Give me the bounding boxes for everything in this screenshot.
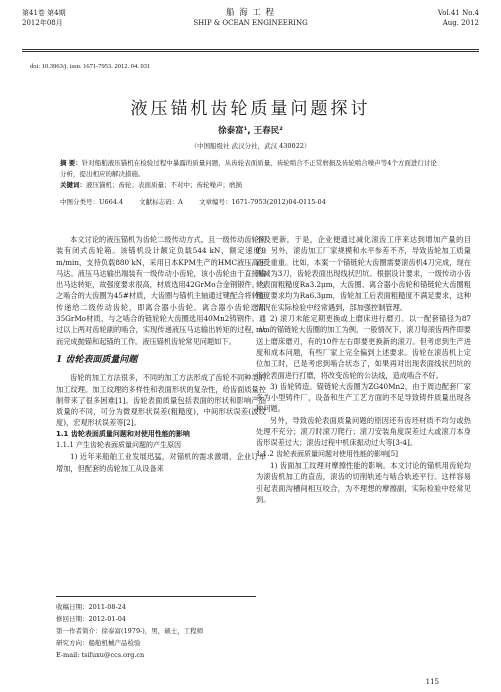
volume-issue-en: [438, 8, 479, 28]
keywords: 液压锚机；齿轮；表面质量；不对中；齿轮噪声；磨损: [86, 181, 242, 189]
intro-paragraph: 本文讨论的液压锚机为齿轮二级传动方式，且一级传动齿轮副装有闭式齿轮箱。该锚机设计额定负载544 kN，额定速度9 m/min，支持负载880 kN，采用日本KPM生产的HMC液压高压马达。液压马达输出端装有一级传动小齿轮，该小齿轮由于直接输出马达转矩，故强度要求很高，材质选用42GrMo合金钢锻件。与之啮合的大齿圈为45#材质，大齿圈与锚机主轴通过键配合将转矩传递给二级传动齿轮，即离合器小齿轮。离合器小齿轮选用35GrMo材质，与之啮合的链轮轮大齿圈选用40Mn2铸钢件。通过以上两对齿轮副的啮合，实现传递液压马达输出转矩的过程，从而完成抛锚和起锚的工作。液压锚机齿轮常见问题如下。: [56, 235, 266, 346]
page-number: 115: [425, 678, 439, 686]
authors: 徐泰富¹, 王春民²: [218, 126, 283, 136]
paragraph-3: 3) 齿轮铸造。锚链轮大齿圈为ZG40Mn2，由于周边配套厂家多为小型铸件厂，设备和生产工艺方面的不足导致铸件质量出现各种问题。: [256, 381, 471, 414]
doi: doi: 10.3963/j. issn. 1671-7953. 2012. 04. 031: [30, 63, 151, 70]
subsubsection-heading-2: 1.1.2 齿轮表面质量问题对使用性能的影响[5]: [256, 449, 398, 458]
paragraph-2: 2) 滚刀未能定期更换或上磨床进行磨刃。以一配套锚径为87 mm的锚链轮大齿圈的加工为例，一般情况下，滚刀每滚齿两件即要送上磨床磨刃，有的10件左右即要更换新的滚刀。但考虑到生产进度和成本问题，有些厂家上完全偏到上述要求。齿轮在滚齿机上定位加工时，已是考虑到啮合状态了，如果再对出现表面线状凹坑的齿轮表面进行打磨，将改变齿轮的公法线，造成啮合不好。: [256, 314, 471, 380]
header-rule: [22, 49, 479, 50]
publication-date-en: Aug. 2012: [442, 19, 479, 27]
journal-name-en: SHIP & OCEAN ENGINEERING: [193, 19, 308, 27]
research-direction: 研究方向：船舶机械产品检验: [56, 639, 141, 647]
author-bio: 第一作者简介：徐泰富(1979-)，男，硕士，工程师: [56, 627, 204, 635]
header-rule-2: [22, 51, 479, 52]
affiliation: （中国船级社 武汉分社，武汉 430022）: [190, 142, 311, 150]
document-code: 文献标志码：A: [139, 198, 183, 206]
article-number: 文章编号：1671-7953(2012)04-0115-04: [198, 198, 326, 206]
abstract-text: 针对船舶液压锚机在检验过程中暴露的质量问题，从齿轮表面质量、齿轮啮合不正常磨损及齿轮啮合噪声等4个方面进行讨论分析，提出相应的解决措施。: [60, 159, 437, 178]
paper-title: 液压锚机齿轮质量问题探讨: [130, 99, 371, 119]
section-paragraph: 齿轮的加工方法很多，不同的加工方法形成了齿轮不同种类的加工纹理。加工纹理的多样性和表面形状的复杂性，给齿面质量控制带来了很多困难[1]。齿轮表面质量包括表面的形状和影响产品质量的不同，可分为微观形状误差(粗糙度)，中间形状误差(波纹度)，宏观形状误差等[2]。: [56, 373, 266, 428]
received-date: 收稿日期：2011-08-24: [56, 603, 126, 611]
clc-number: 中图分类号：U664.4: [60, 198, 124, 206]
journal-name: [22, 8, 479, 28]
abstract: [60, 158, 441, 191]
abstract-label: 摘 要：: [60, 159, 82, 167]
email: E-mail: tsifuxu@ccs.org.cn: [56, 651, 145, 659]
publication-date: 2012年08月: [22, 19, 63, 27]
journal-header: [22, 6, 479, 46]
footnote: [56, 596, 256, 661]
subsubsection-heading: 1.1.1 产生齿轮表面质量问题的产生原因: [56, 441, 182, 450]
volume-issue-line: 第41卷 第4期: [22, 9, 66, 17]
left-column: [56, 234, 266, 474]
paragraph-4: 另外，导致齿轮表面质量问题的原因还有齿坯材质不均匀或热处理不充分；滚刀时滚刀爬行；滚刀安装角度误差过大或滚刀本身齿形误差过大；滚齿过程中机床振动过大等[3-4]。: [256, 415, 471, 448]
right-column: [256, 234, 471, 505]
revised-date: 修回日期：2012-01-04: [56, 615, 126, 623]
subsection-paragraph: 1) 近年来船舶工业发展迅猛，对锚机的需求激增，企业订单增加，但配套的齿轮加工从设备来: [56, 452, 266, 473]
classification-meta: [60, 197, 441, 208]
paragraph-1: 不及更新，于是，企业便通过减化滚齿工序来达到增加产量的目的。另外，滚齿加工厂家规模和水平参差不齐，导致齿轮加工质量而受重重。比如，本案一个锚链轮大齿圈需要滚齿机4刀完成，现在则减为3刀，齿轮表面出现线状凹坑。根据设计要求，一级传动小齿轮表面粗糙度Ra3.2μm，大齿圈、离合器小齿轮和锚链轮大齿圈粗糙度要求均为Ra6.3μm，齿轮加工后表面粗糙度不满足要求，这种情况在实际检验中经常遇到，部加强控制管理。: [256, 235, 471, 312]
paragraph-5: 1) 齿面加工纹理对摩擦性能的影响。本文讨论的锚机用齿轮均为滚齿机加工的直齿，滚齿的切削轨迹与啮合轨迹平行。这样容易引起表面沟槽间相互咬合，为不理想的摩擦副，实际检验中经常见到。: [256, 460, 471, 504]
subsection-heading: 1.1 齿轮表面质量问题和对使用性能的影响: [56, 429, 190, 438]
keywords-label: 关键词：: [60, 181, 86, 189]
journal-name-cn: 船 海 工 程: [225, 8, 276, 18]
volume-issue-en-line: Vol.41 No.4: [437, 9, 479, 17]
section-heading: 1 齿轮表面质量问题: [56, 354, 138, 365]
